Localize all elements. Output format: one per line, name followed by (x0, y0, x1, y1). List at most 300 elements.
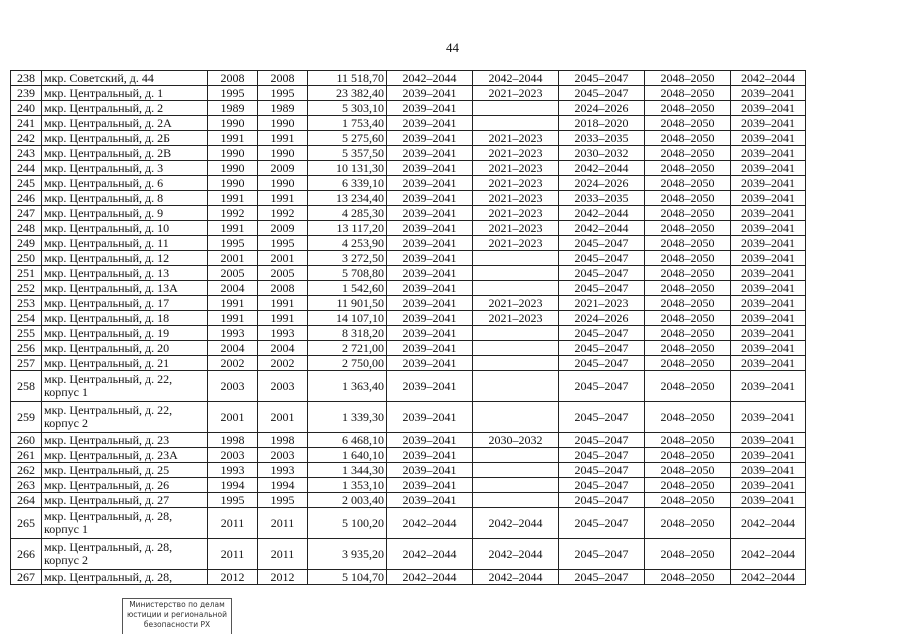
table-row (11, 341, 806, 356)
period-1-cell: 2039–2041 (387, 266, 473, 281)
year-built-cell: 2003 (208, 448, 258, 463)
year-commissioned-cell: 1998 (258, 433, 308, 448)
period-4-cell: 2048–2050 (645, 206, 731, 221)
period-5-cell: 2039–2041 (731, 433, 806, 448)
period-4-cell: 2048–2050 (645, 176, 731, 191)
period-5-cell: 2039–2041 (731, 221, 806, 236)
area-cell: 1 542,60 (308, 281, 387, 296)
period-4-cell: 2048–2050 (645, 539, 731, 570)
year-built-cell: 1991 (208, 191, 258, 206)
period-4-cell: 2048–2050 (645, 221, 731, 236)
period-3-cell: 2033–2035 (559, 131, 645, 146)
period-1-cell: 2039–2041 (387, 311, 473, 326)
row-number-cell: 246 (11, 191, 42, 206)
period-5-cell: 2042–2044 (731, 570, 806, 585)
year-commissioned-cell: 1993 (258, 326, 308, 341)
area-cell: 3 272,50 (308, 251, 387, 266)
period-4-cell: 2048–2050 (645, 71, 731, 86)
year-commissioned-cell: 1990 (258, 116, 308, 131)
period-5-cell: 2042–2044 (731, 508, 806, 539)
row-number-cell: 259 (11, 402, 42, 433)
table-row (11, 371, 806, 402)
row-number-cell: 262 (11, 463, 42, 478)
row-number-cell: 249 (11, 236, 42, 251)
address-cell: мкр. Центральный, д. 22, корпус 1 (42, 371, 208, 402)
area-cell: 5 100,20 (308, 508, 387, 539)
period-1-cell: 2039–2041 (387, 176, 473, 191)
year-built-cell: 1991 (208, 131, 258, 146)
year-built-cell: 1992 (208, 206, 258, 221)
period-5-cell: 2039–2041 (731, 251, 806, 266)
year-commissioned-cell: 2008 (258, 71, 308, 86)
area-cell: 1 753,40 (308, 116, 387, 131)
year-built-cell: 1991 (208, 311, 258, 326)
year-commissioned-cell: 1990 (258, 176, 308, 191)
period-1-cell: 2039–2041 (387, 493, 473, 508)
area-cell: 14 107,10 (308, 311, 387, 326)
period-3-cell: 2045–2047 (559, 570, 645, 585)
period-5-cell: 2039–2041 (731, 176, 806, 191)
address-cell: мкр. Центральный, д. 28, (42, 570, 208, 585)
period-5-cell: 2039–2041 (731, 116, 806, 131)
year-built-cell: 1990 (208, 176, 258, 191)
period-2-cell (473, 478, 559, 493)
address-cell: мкр. Центральный, д. 3 (42, 161, 208, 176)
period-2-cell (473, 493, 559, 508)
period-2-cell: 2042–2044 (473, 539, 559, 570)
registration-stamp (122, 598, 232, 634)
period-1-cell: 2039–2041 (387, 371, 473, 402)
area-cell: 10 131,30 (308, 161, 387, 176)
area-cell: 3 935,20 (308, 539, 387, 570)
row-number-cell: 266 (11, 539, 42, 570)
table-row (11, 71, 806, 86)
table-row (11, 508, 806, 539)
row-number-cell: 261 (11, 448, 42, 463)
period-4-cell: 2048–2050 (645, 236, 731, 251)
period-1-cell: 2039–2041 (387, 463, 473, 478)
area-cell: 13 234,40 (308, 191, 387, 206)
period-2-cell: 2021–2023 (473, 311, 559, 326)
period-4-cell: 2048–2050 (645, 251, 731, 266)
period-3-cell: 2042–2044 (559, 221, 645, 236)
period-1-cell: 2039–2041 (387, 116, 473, 131)
area-cell: 2 003,40 (308, 493, 387, 508)
address-cell: мкр. Центральный, д. 2Б (42, 131, 208, 146)
year-built-cell: 1991 (208, 296, 258, 311)
period-4-cell: 2048–2050 (645, 478, 731, 493)
period-1-cell: 2039–2041 (387, 251, 473, 266)
year-built-cell: 2011 (208, 508, 258, 539)
period-5-cell: 2039–2041 (731, 206, 806, 221)
period-3-cell: 2045–2047 (559, 539, 645, 570)
address-cell: мкр. Центральный, д. 25 (42, 463, 208, 478)
period-1-cell: 2039–2041 (387, 236, 473, 251)
period-3-cell: 2045–2047 (559, 266, 645, 281)
period-4-cell: 2048–2050 (645, 371, 731, 402)
period-5-cell: 2039–2041 (731, 266, 806, 281)
year-commissioned-cell: 2011 (258, 508, 308, 539)
address-cell: мкр. Центральный, д. 2А (42, 116, 208, 131)
period-5-cell: 2039–2041 (731, 493, 806, 508)
period-4-cell: 2048–2050 (645, 191, 731, 206)
table-row (11, 478, 806, 493)
table-row (11, 448, 806, 463)
period-3-cell: 2045–2047 (559, 326, 645, 341)
period-5-cell: 2039–2041 (731, 463, 806, 478)
address-cell: мкр. Центральный, д. 26 (42, 478, 208, 493)
period-5-cell: 2039–2041 (731, 101, 806, 116)
table-row (11, 101, 806, 116)
year-commissioned-cell: 2008 (258, 281, 308, 296)
period-1-cell: 2042–2044 (387, 508, 473, 539)
period-2-cell (473, 402, 559, 433)
table-row (11, 402, 806, 433)
table-row (11, 281, 806, 296)
address-cell: мкр. Центральный, д. 12 (42, 251, 208, 266)
year-commissioned-cell: 2003 (258, 371, 308, 402)
period-5-cell: 2039–2041 (731, 356, 806, 371)
year-built-cell: 1994 (208, 478, 258, 493)
period-1-cell: 2039–2041 (387, 86, 473, 101)
period-3-cell: 2033–2035 (559, 191, 645, 206)
period-3-cell: 2045–2047 (559, 281, 645, 296)
period-2-cell (473, 101, 559, 116)
period-1-cell: 2039–2041 (387, 191, 473, 206)
year-built-cell: 2012 (208, 570, 258, 585)
table-row (11, 161, 806, 176)
table-row (11, 463, 806, 478)
period-3-cell: 2021–2023 (559, 296, 645, 311)
table-body (11, 71, 806, 585)
period-4-cell: 2048–2050 (645, 463, 731, 478)
period-1-cell: 2039–2041 (387, 478, 473, 493)
row-number-cell: 258 (11, 371, 42, 402)
period-2-cell (473, 371, 559, 402)
period-4-cell: 2048–2050 (645, 266, 731, 281)
period-5-cell: 2039–2041 (731, 478, 806, 493)
period-5-cell: 2039–2041 (731, 86, 806, 101)
year-built-cell: 1993 (208, 326, 258, 341)
year-built-cell: 1998 (208, 433, 258, 448)
period-4-cell: 2048–2050 (645, 86, 731, 101)
address-cell: мкр. Центральный, д. 28, корпус 1 (42, 508, 208, 539)
year-commissioned-cell: 1989 (258, 101, 308, 116)
period-3-cell: 2030–2032 (559, 146, 645, 161)
address-cell: мкр. Центральный, д. 1 (42, 86, 208, 101)
year-built-cell: 1990 (208, 116, 258, 131)
row-number-cell: 243 (11, 146, 42, 161)
row-number-cell: 245 (11, 176, 42, 191)
period-3-cell: 2045–2047 (559, 341, 645, 356)
area-cell: 6 468,10 (308, 433, 387, 448)
period-4-cell: 2048–2050 (645, 101, 731, 116)
period-5-cell: 2039–2041 (731, 341, 806, 356)
period-1-cell: 2039–2041 (387, 296, 473, 311)
period-4-cell: 2048–2050 (645, 356, 731, 371)
period-3-cell: 2045–2047 (559, 448, 645, 463)
area-cell: 5 708,80 (308, 266, 387, 281)
table-row (11, 539, 806, 570)
period-3-cell: 2045–2047 (559, 508, 645, 539)
period-4-cell: 2048–2050 (645, 296, 731, 311)
table-row (11, 266, 806, 281)
year-commissioned-cell: 2009 (258, 161, 308, 176)
period-5-cell: 2039–2041 (731, 448, 806, 463)
period-4-cell: 2048–2050 (645, 281, 731, 296)
period-3-cell: 2045–2047 (559, 478, 645, 493)
period-2-cell (473, 341, 559, 356)
period-3-cell: 2045–2047 (559, 356, 645, 371)
row-number-cell: 241 (11, 116, 42, 131)
address-cell: мкр. Центральный, д. 27 (42, 493, 208, 508)
period-1-cell: 2039–2041 (387, 402, 473, 433)
row-number-cell: 257 (11, 356, 42, 371)
table-row (11, 236, 806, 251)
stamp-line: Министерство по делам (129, 600, 225, 609)
area-cell: 1 353,10 (308, 478, 387, 493)
area-cell: 2 750,00 (308, 356, 387, 371)
table-row (11, 356, 806, 371)
year-built-cell: 2004 (208, 341, 258, 356)
area-cell: 8 318,20 (308, 326, 387, 341)
year-commissioned-cell: 2002 (258, 356, 308, 371)
period-5-cell: 2039–2041 (731, 281, 806, 296)
year-commissioned-cell: 1995 (258, 493, 308, 508)
area-cell: 11 901,50 (308, 296, 387, 311)
year-built-cell: 1993 (208, 463, 258, 478)
period-5-cell: 2039–2041 (731, 146, 806, 161)
area-cell: 4 285,30 (308, 206, 387, 221)
year-commissioned-cell: 2009 (258, 221, 308, 236)
address-cell: мкр. Центральный, д. 2В (42, 146, 208, 161)
row-number-cell: 250 (11, 251, 42, 266)
period-1-cell: 2039–2041 (387, 101, 473, 116)
period-2-cell: 2042–2044 (473, 570, 559, 585)
period-2-cell: 2042–2044 (473, 71, 559, 86)
period-5-cell: 2039–2041 (731, 191, 806, 206)
period-5-cell: 2039–2041 (731, 326, 806, 341)
page-number: 44 (446, 40, 459, 55)
year-built-cell: 2004 (208, 281, 258, 296)
area-cell: 1 363,40 (308, 371, 387, 402)
table-row (11, 86, 806, 101)
address-cell: мкр. Центральный, д. 9 (42, 206, 208, 221)
year-commissioned-cell: 2012 (258, 570, 308, 585)
period-1-cell: 2039–2041 (387, 341, 473, 356)
area-cell: 1 344,30 (308, 463, 387, 478)
area-cell: 5 275,60 (308, 131, 387, 146)
period-2-cell (473, 326, 559, 341)
table-row (11, 493, 806, 508)
row-number-cell: 264 (11, 493, 42, 508)
period-4-cell: 2048–2050 (645, 326, 731, 341)
row-number-cell: 260 (11, 433, 42, 448)
period-3-cell: 2045–2047 (559, 251, 645, 266)
table-row (11, 326, 806, 341)
year-commissioned-cell: 2003 (258, 448, 308, 463)
year-commissioned-cell: 1991 (258, 296, 308, 311)
row-number-cell: 242 (11, 131, 42, 146)
address-cell: мкр. Центральный, д. 23А (42, 448, 208, 463)
address-cell: мкр. Центральный, д. 17 (42, 296, 208, 311)
table-row (11, 191, 806, 206)
period-2-cell (473, 251, 559, 266)
address-cell: мкр. Центральный, д. 18 (42, 311, 208, 326)
year-built-cell: 2011 (208, 539, 258, 570)
year-commissioned-cell: 1992 (258, 206, 308, 221)
row-number-cell: 239 (11, 86, 42, 101)
period-1-cell: 2039–2041 (387, 131, 473, 146)
year-built-cell: 2001 (208, 402, 258, 433)
year-commissioned-cell: 1995 (258, 86, 308, 101)
year-built-cell: 1990 (208, 161, 258, 176)
table-row (11, 433, 806, 448)
period-5-cell: 2039–2041 (731, 131, 806, 146)
area-cell: 6 339,10 (308, 176, 387, 191)
period-4-cell: 2048–2050 (645, 131, 731, 146)
period-5-cell: 2042–2044 (731, 539, 806, 570)
row-number-cell: 256 (11, 341, 42, 356)
year-built-cell: 2003 (208, 371, 258, 402)
period-2-cell: 2021–2023 (473, 236, 559, 251)
year-built-cell: 1990 (208, 146, 258, 161)
address-cell: мкр. Центральный, д. 8 (42, 191, 208, 206)
table-row (11, 146, 806, 161)
row-number-cell: 255 (11, 326, 42, 341)
area-cell: 2 721,00 (308, 341, 387, 356)
period-3-cell: 2045–2047 (559, 433, 645, 448)
period-1-cell: 2039–2041 (387, 206, 473, 221)
period-4-cell: 2048–2050 (645, 116, 731, 131)
row-number-cell: 263 (11, 478, 42, 493)
period-3-cell: 2045–2047 (559, 71, 645, 86)
year-commissioned-cell: 2001 (258, 251, 308, 266)
period-1-cell: 2039–2041 (387, 448, 473, 463)
period-1-cell: 2039–2041 (387, 326, 473, 341)
year-commissioned-cell: 2005 (258, 266, 308, 281)
row-number-cell: 254 (11, 311, 42, 326)
period-2-cell: 2042–2044 (473, 508, 559, 539)
row-number-cell: 244 (11, 161, 42, 176)
period-3-cell: 2045–2047 (559, 371, 645, 402)
period-5-cell: 2039–2041 (731, 402, 806, 433)
period-4-cell: 2048–2050 (645, 402, 731, 433)
year-built-cell: 2002 (208, 356, 258, 371)
table-row (11, 296, 806, 311)
period-2-cell: 2021–2023 (473, 296, 559, 311)
year-built-cell: 1995 (208, 236, 258, 251)
period-1-cell: 2042–2044 (387, 570, 473, 585)
address-cell: мкр. Центральный, д. 11 (42, 236, 208, 251)
area-cell: 1 339,30 (308, 402, 387, 433)
housing-register-table (10, 70, 806, 585)
period-2-cell: 2021–2023 (473, 86, 559, 101)
period-3-cell: 2045–2047 (559, 236, 645, 251)
address-cell: мкр. Центральный, д. 20 (42, 341, 208, 356)
table-row (11, 570, 806, 585)
table-row (11, 176, 806, 191)
year-commissioned-cell: 1991 (258, 311, 308, 326)
period-2-cell: 2021–2023 (473, 206, 559, 221)
address-cell: мкр. Центральный, д. 10 (42, 221, 208, 236)
period-5-cell: 2042–2044 (731, 71, 806, 86)
year-commissioned-cell: 2004 (258, 341, 308, 356)
period-4-cell: 2048–2050 (645, 311, 731, 326)
period-1-cell: 2042–2044 (387, 539, 473, 570)
year-commissioned-cell: 1993 (258, 463, 308, 478)
period-5-cell: 2039–2041 (731, 371, 806, 402)
period-1-cell: 2042–2044 (387, 71, 473, 86)
address-cell: мкр. Центральный, д. 2 (42, 101, 208, 116)
year-built-cell: 1991 (208, 221, 258, 236)
period-3-cell: 2024–2026 (559, 311, 645, 326)
period-2-cell: 2021–2023 (473, 176, 559, 191)
period-5-cell: 2039–2041 (731, 311, 806, 326)
period-4-cell: 2048–2050 (645, 448, 731, 463)
row-number-cell: 240 (11, 101, 42, 116)
address-cell: мкр. Центральный, д. 21 (42, 356, 208, 371)
address-cell: мкр. Центральный, д. 6 (42, 176, 208, 191)
period-2-cell (473, 281, 559, 296)
period-2-cell: 2021–2023 (473, 191, 559, 206)
period-1-cell: 2039–2041 (387, 433, 473, 448)
period-2-cell (473, 266, 559, 281)
period-4-cell: 2048–2050 (645, 161, 731, 176)
period-2-cell: 2021–2023 (473, 146, 559, 161)
table-row (11, 131, 806, 146)
year-commissioned-cell: 1990 (258, 146, 308, 161)
year-commissioned-cell: 2001 (258, 402, 308, 433)
row-number-cell: 238 (11, 71, 42, 86)
area-cell: 5 104,70 (308, 570, 387, 585)
period-2-cell: 2021–2023 (473, 131, 559, 146)
period-2-cell: 2021–2023 (473, 161, 559, 176)
period-1-cell: 2039–2041 (387, 161, 473, 176)
period-3-cell: 2042–2044 (559, 206, 645, 221)
period-5-cell: 2039–2041 (731, 296, 806, 311)
address-cell: мкр. Советский, д. 44 (42, 71, 208, 86)
period-4-cell: 2048–2050 (645, 341, 731, 356)
row-number-cell: 251 (11, 266, 42, 281)
year-commissioned-cell: 1995 (258, 236, 308, 251)
period-3-cell: 2024–2026 (559, 176, 645, 191)
period-1-cell: 2039–2041 (387, 146, 473, 161)
address-cell: мкр. Центральный, д. 13А (42, 281, 208, 296)
row-number-cell: 267 (11, 570, 42, 585)
period-4-cell: 2048–2050 (645, 146, 731, 161)
period-1-cell: 2039–2041 (387, 356, 473, 371)
period-2-cell (473, 116, 559, 131)
year-commissioned-cell: 2011 (258, 539, 308, 570)
row-number-cell: 252 (11, 281, 42, 296)
period-2-cell (473, 356, 559, 371)
period-4-cell: 2048–2050 (645, 508, 731, 539)
period-3-cell: 2045–2047 (559, 402, 645, 433)
period-5-cell: 2039–2041 (731, 236, 806, 251)
period-3-cell: 2045–2047 (559, 86, 645, 101)
area-cell: 13 117,20 (308, 221, 387, 236)
period-2-cell (473, 448, 559, 463)
table-row (11, 311, 806, 326)
row-number-cell: 248 (11, 221, 42, 236)
stamp-line: юстиции и региональной (126, 610, 228, 619)
year-built-cell: 2001 (208, 251, 258, 266)
period-3-cell: 2042–2044 (559, 161, 645, 176)
address-cell: мкр. Центральный, д. 23 (42, 433, 208, 448)
period-3-cell: 2045–2047 (559, 493, 645, 508)
period-1-cell: 2039–2041 (387, 221, 473, 236)
